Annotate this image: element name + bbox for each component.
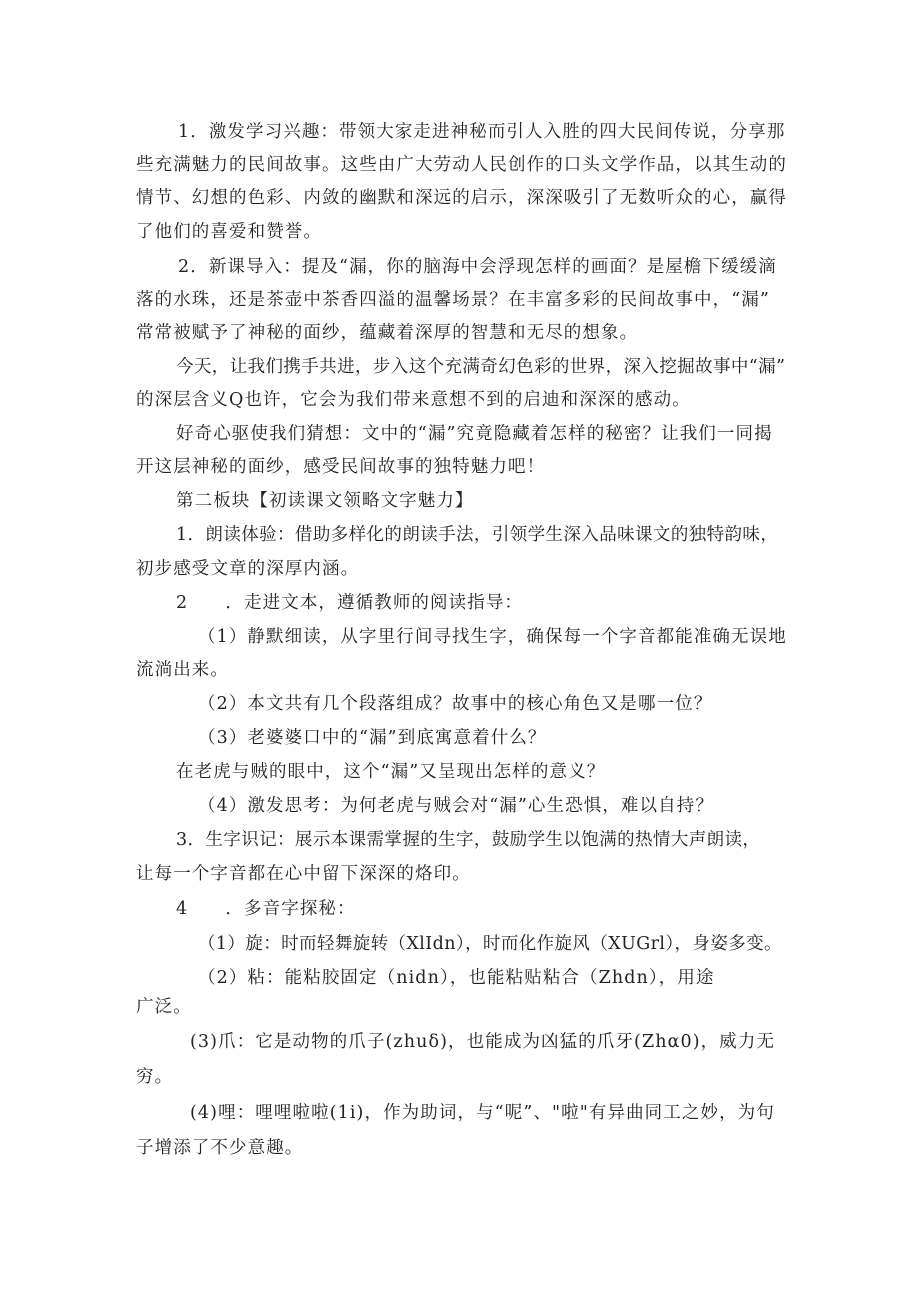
sub-item-2: （2）本文共有几个段落组成？故事中的核心角色又是哪一位？ bbox=[198, 694, 713, 714]
polyphone-1: （1）旋：时而轻舞旋转（XlIdn），时而化作旋风（XUGrl），身姿多变。 bbox=[198, 934, 782, 954]
sub-item-1-line-2: 流淌出来。 bbox=[136, 660, 229, 680]
item-1-line-3: 情节、幻想的色彩、内敛的幽默和深远的启示，深深吸引了无数听众的心，赢得 bbox=[136, 188, 787, 208]
reading-item-3-line-1: 3．生字识记：展示本课需掌握的生字，鼓励学生以饱满的热情大声朗读， bbox=[176, 830, 761, 850]
item-2-line-2: 落的水珠，还是茶壶中茶香四溢的温馨场景？在丰富多彩的民间故事中，“漏” bbox=[136, 290, 770, 310]
sub-item-3: （3）老婆婆口中的“漏”到底寓意着什么？ bbox=[198, 728, 547, 748]
paragraph-today-line-2: 的深层含义Q也许，它会为我们带来意想不到的启迪和深深的感动。 bbox=[136, 390, 691, 410]
item-1-line-2: 些充满魅力的民间故事。这些由广大劳动人民创作的口头文学作品，以其生动的 bbox=[136, 155, 787, 175]
reading-item-1-line-1: 1．朗读体验：借助多样化的朗读手法，引领学生深入品味课文的独特韵味， bbox=[176, 525, 779, 545]
reading-item-2: 2 ．走进文本，遵循教师的阅读指导： bbox=[176, 593, 524, 613]
polyphone-3-line-1: (3)爪：它是动物的爪子(zhuδ)，也能成为凶猛的爪牙(Zhα0)，威力无 bbox=[190, 1032, 776, 1052]
sub-item-1-line-1: （1）静默细读，从字里行间寻找生字，确保每一个字音都能准确无误地 bbox=[198, 627, 787, 647]
reading-item-3-line-2: 让每一个字音都在心中留下深深的烙印。 bbox=[136, 864, 471, 884]
sub-item-4: （4）激发思考：为何老虎与贼会对“漏”心生恐惧，难以自持？ bbox=[198, 796, 714, 816]
reading-item-4: 4 ．多音字探秘： bbox=[176, 899, 356, 919]
paragraph-curiosity-line-1: 好奇心驱使我们猜想：文中的“漏”究竟隐藏着怎样的秘密？让我们一同揭 bbox=[176, 424, 773, 444]
section-heading: 第二板块【初读课文领略文字魅力】 bbox=[176, 491, 474, 511]
polyphone-4-line-2: 子增添了不少意趣。 bbox=[136, 1138, 304, 1158]
polyphone-4-line-1: (4)哩：哩哩啦啦(1i)，作为助词，与“呢”、"啦"有异曲同工之妙，为句 bbox=[190, 1103, 775, 1123]
reading-item-1-line-2: 初步感受文章的深厚内涵。 bbox=[136, 559, 360, 579]
item-2-line-3: 常常被赋予了神秘的面纱，蕴藏着深厚的智慧和无尽的想象。 bbox=[136, 323, 639, 343]
polyphone-3-line-2: 穷。 bbox=[136, 1067, 174, 1087]
polyphone-2-line-2: 广泛。 bbox=[136, 997, 192, 1017]
sub-item-3-continuation: 在老虎与贼的眼中，这个“漏”又呈现出怎样的意义？ bbox=[176, 762, 606, 782]
item-2-line-1: 2．新课导入：提及“漏，你的脑海中会浮现怎样的画面？是屋檐下缓缓滴 bbox=[178, 257, 777, 277]
item-1-line-4: 了他们的喜爱和赞誉。 bbox=[136, 222, 322, 242]
item-1-line-1: 1．激发学习兴趣：带领大家走进神秘而引人入胜的四大民间传说，分享那 bbox=[178, 122, 786, 142]
polyphone-2-line-1: （2）粘：能粘胶固定（nidn），也能粘贴粘合（Zhdn），用途 bbox=[198, 968, 715, 988]
paragraph-curiosity-line-2: 开这层神秘的面纱，感受民间故事的独特魅力吧！ bbox=[136, 457, 546, 477]
paragraph-today-line-1: 今天，让我们携手共进，步入这个充满奇幻色彩的世界，深入挖掘故事中“漏” bbox=[176, 357, 786, 377]
